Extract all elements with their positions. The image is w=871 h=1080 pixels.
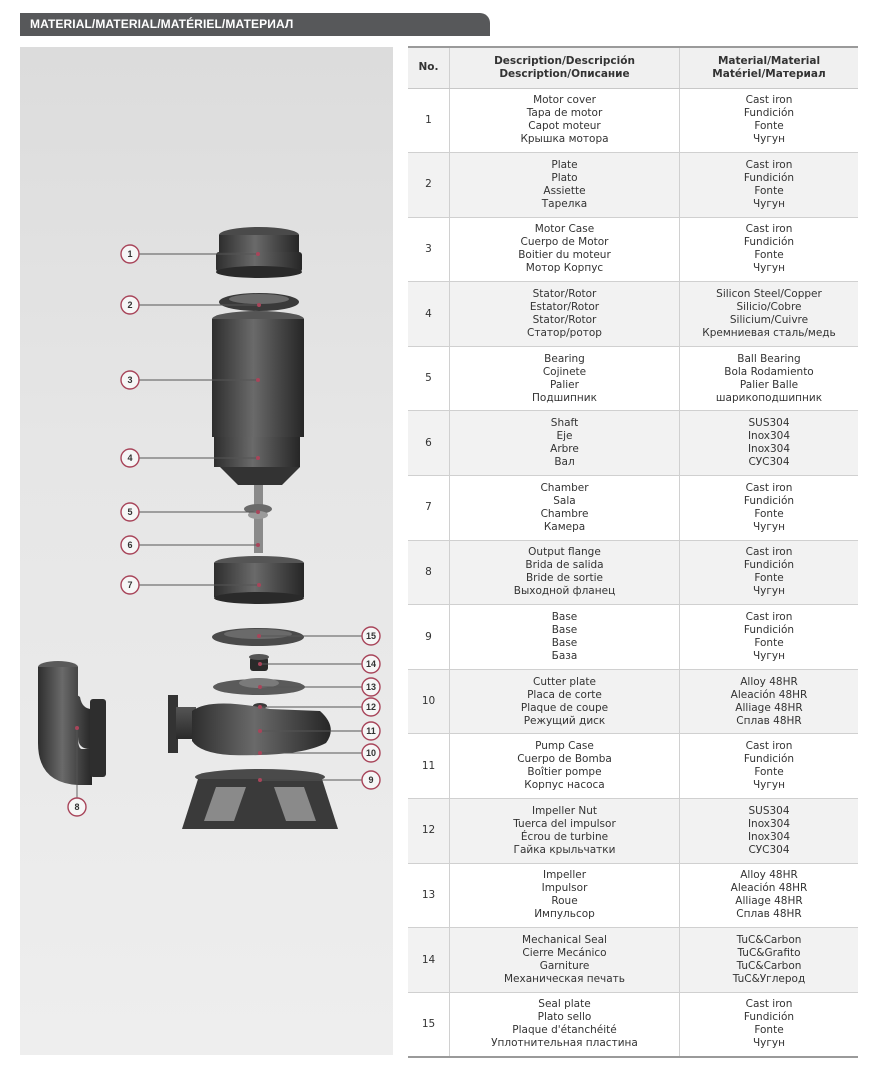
table-row xyxy=(408,217,858,282)
material-line: Silicio/Cobre xyxy=(736,301,802,314)
row-number: 5 xyxy=(408,346,450,411)
table-header-row xyxy=(408,47,858,88)
row-number: 1 xyxy=(408,88,450,153)
description-line: Тарелка xyxy=(541,197,588,210)
row-material xyxy=(680,605,859,670)
material-line: Alliage 48HR xyxy=(735,701,803,714)
description-line: Eje xyxy=(556,430,573,443)
row-description xyxy=(450,88,680,153)
description-line: Подшипник xyxy=(532,391,597,404)
section-header xyxy=(20,13,490,36)
description-line: Режущий диск xyxy=(523,714,606,727)
description-line: База xyxy=(551,650,578,663)
material-line: Fonte xyxy=(754,1024,784,1037)
row-number: 15 xyxy=(408,992,450,1057)
material-line: Fonte xyxy=(754,120,784,133)
material-line: Чугун xyxy=(752,650,785,663)
description-line: Уплотнительная пластина xyxy=(491,1037,638,1050)
description-line: Plaque d'étanchéité xyxy=(512,1024,617,1037)
description-line: Roue xyxy=(551,895,578,908)
description-line: Stator/Rotor xyxy=(532,288,597,301)
row-number: 14 xyxy=(408,928,450,993)
row-description xyxy=(450,669,680,734)
marker-10 xyxy=(362,744,380,762)
description-line: Seal plate xyxy=(538,998,591,1011)
material-line: Fonte xyxy=(754,766,784,779)
marker-4 xyxy=(121,449,139,467)
row-number: 2 xyxy=(408,153,450,218)
material-line: Fonte xyxy=(754,249,784,262)
description-line: Cierre Mecánico xyxy=(522,947,607,960)
marker-9 xyxy=(362,771,380,789)
table-row xyxy=(408,734,858,799)
svg-text:12: 12 xyxy=(365,702,377,712)
material-line: Fundición xyxy=(743,753,795,766)
description-line: Cuerpo de Motor xyxy=(520,236,609,249)
description-line: Base xyxy=(551,611,578,624)
table-row xyxy=(408,88,858,153)
description-line: Корпус насоса xyxy=(524,779,605,792)
material-line: Inox304 xyxy=(747,817,791,830)
marker-6 xyxy=(121,536,139,554)
svg-text:11: 11 xyxy=(366,726,376,736)
material-line: Fundición xyxy=(743,494,795,507)
description-line: Bride de sortie xyxy=(525,572,604,585)
row-number: 10 xyxy=(408,669,450,734)
header-no: No. xyxy=(408,47,450,88)
row-description xyxy=(450,476,680,541)
description-line: Мотор Корпус xyxy=(525,262,604,275)
material-line: Fonte xyxy=(754,507,784,520)
marker-13 xyxy=(362,678,380,696)
description-line: Механическая печать xyxy=(504,973,625,986)
material-line: Чугун xyxy=(752,197,785,210)
table-row xyxy=(408,411,858,476)
row-description xyxy=(450,217,680,282)
material-line: Silicon Steel/Copper xyxy=(716,288,822,301)
row-material xyxy=(680,88,859,153)
description-line: Plato sello xyxy=(537,1011,592,1024)
description-line: Chamber xyxy=(540,481,589,494)
material-line: СУС304 xyxy=(748,456,790,469)
description-line: Plaque de coupe xyxy=(520,701,609,714)
marker-14 xyxy=(362,655,380,673)
svg-text:8: 8 xyxy=(74,802,80,812)
svg-text:14: 14 xyxy=(365,659,377,669)
material-line: Чугун xyxy=(752,779,785,792)
row-material xyxy=(680,282,859,347)
row-number: 6 xyxy=(408,411,450,476)
row-material xyxy=(680,217,859,282)
material-line: Alliage 48HR xyxy=(735,895,803,908)
material-line: Palier Balle xyxy=(739,378,799,391)
material-line: Inox304 xyxy=(747,430,791,443)
row-number: 7 xyxy=(408,476,450,541)
marker-8 xyxy=(68,798,86,816)
row-number: 11 xyxy=(408,734,450,799)
description-line: Plato xyxy=(551,171,578,184)
marker-12 xyxy=(362,698,380,716)
material-line: Чугун xyxy=(752,262,785,275)
material-line: TuC&Углерод xyxy=(732,973,806,986)
material-line: Cast iron xyxy=(745,998,793,1011)
description-line: Palier xyxy=(550,378,579,391)
material-line: шарикоподшипник xyxy=(715,391,823,404)
material-line: Ball Bearing xyxy=(737,352,801,365)
description-line: Вал xyxy=(554,456,575,469)
svg-text:13: 13 xyxy=(365,682,377,692)
table-row xyxy=(408,863,858,928)
description-line: Motor Case xyxy=(534,223,595,236)
table-row xyxy=(408,540,858,605)
exploded-pump-diagram xyxy=(20,47,393,1055)
marker-1 xyxy=(121,245,139,263)
marker-7 xyxy=(121,576,139,594)
description-line: Chambre xyxy=(540,507,589,520)
row-description xyxy=(450,734,680,799)
description-line: Écrou de turbine xyxy=(520,830,609,843)
row-number: 9 xyxy=(408,605,450,670)
svg-text:7: 7 xyxy=(127,580,133,590)
description-line: Output flange xyxy=(528,546,601,559)
marker-2 xyxy=(121,296,139,314)
description-line: Motor cover xyxy=(533,94,596,107)
description-line: Bearing xyxy=(544,352,585,365)
table-row xyxy=(408,605,858,670)
row-material xyxy=(680,540,859,605)
description-line: Импульсор xyxy=(534,908,595,921)
row-number: 4 xyxy=(408,282,450,347)
description-line: Capot moteur xyxy=(528,120,601,133)
material-line: Fonte xyxy=(754,637,784,650)
material-line: Aleación 48HR xyxy=(730,688,808,701)
material-line: Cast iron xyxy=(745,481,793,494)
row-material xyxy=(680,799,859,864)
material-line: Cast iron xyxy=(745,611,793,624)
row-material xyxy=(680,476,859,541)
svg-text:15: 15 xyxy=(365,631,377,641)
material-line: Fonte xyxy=(754,184,784,197)
description-line: Камера xyxy=(543,520,586,533)
description-line: Mechanical Seal xyxy=(522,934,607,947)
table-row xyxy=(408,476,858,541)
description-line: Крышка мотора xyxy=(520,133,609,146)
material-line: Alloy 48HR xyxy=(740,869,798,882)
material-line: SUS304 xyxy=(748,804,790,817)
marker-11 xyxy=(362,722,380,740)
table-row xyxy=(408,282,858,347)
header-material: Material/Material Matériel/Материал xyxy=(680,47,859,88)
row-material xyxy=(680,928,859,993)
row-material xyxy=(680,669,859,734)
material-line: TuC&Carbon xyxy=(736,960,802,973)
material-line: Fundición xyxy=(743,624,795,637)
table-row xyxy=(408,992,858,1057)
svg-text:3: 3 xyxy=(127,375,133,385)
material-line: Fundición xyxy=(743,236,795,249)
row-material xyxy=(680,863,859,928)
description-line: Гайка крыльчатки xyxy=(513,843,616,856)
description-line: Brida de salida xyxy=(525,559,604,572)
description-line: Stator/Rotor xyxy=(532,314,597,327)
material-line: TuC&Grafito xyxy=(737,947,801,960)
description-line: Tuerca del impulsor xyxy=(513,817,616,830)
material-line: Aleación 48HR xyxy=(730,882,808,895)
material-line: Fundición xyxy=(743,171,795,184)
material-line: Чугун xyxy=(752,585,785,598)
material-line: Alloy 48HR xyxy=(740,675,798,688)
table-row xyxy=(408,799,858,864)
material-line: Inox304 xyxy=(747,830,791,843)
material-line: Чугун xyxy=(752,520,785,533)
description-line: Tapa de motor xyxy=(526,107,603,120)
marker-15 xyxy=(362,627,380,645)
description-line: Cutter plate xyxy=(533,675,596,688)
description-line: Shaft xyxy=(550,417,579,430)
description-line: Estator/Rotor xyxy=(529,301,600,314)
description-line: Выходной фланец xyxy=(513,585,616,598)
material-line: Cast iron xyxy=(745,223,793,236)
material-line: Сплав 48HR xyxy=(736,908,802,921)
marker-3 xyxy=(121,371,139,389)
material-line: Fonte xyxy=(754,572,784,585)
row-material xyxy=(680,153,859,218)
table-row xyxy=(408,669,858,734)
description-line: Placa de corte xyxy=(527,688,602,701)
description-line: Cojinete xyxy=(542,365,587,378)
material-line: Inox304 xyxy=(747,443,791,456)
row-material xyxy=(680,992,859,1057)
svg-text:2: 2 xyxy=(127,300,133,310)
material-line: Cast iron xyxy=(745,546,793,559)
row-description xyxy=(450,992,680,1057)
material-line: Cast iron xyxy=(745,158,793,171)
material-line: Cast iron xyxy=(745,94,793,107)
material-line: Silicium/Cuivre xyxy=(729,314,809,327)
description-line: Boîtier pompe xyxy=(527,766,602,779)
row-number: 13 xyxy=(408,863,450,928)
svg-text:10: 10 xyxy=(365,748,377,758)
description-line: Plate xyxy=(551,158,578,171)
description-line: Assiette xyxy=(543,184,586,197)
description-line: Arbre xyxy=(550,443,579,456)
material-line: Bola Rodamiento xyxy=(724,365,814,378)
part-markers xyxy=(20,47,393,1055)
svg-text:4: 4 xyxy=(127,453,133,463)
row-description xyxy=(450,799,680,864)
marker-5 xyxy=(121,503,139,521)
description-line: Garniture xyxy=(539,960,590,973)
material-line: SUS304 xyxy=(748,417,790,430)
row-description xyxy=(450,153,680,218)
section-title: MATERIAL/MATERIAL/MATÉRIEL/МАТЕРИАЛ xyxy=(30,17,294,31)
material-line: Cast iron xyxy=(745,740,793,753)
description-line: Sala xyxy=(553,494,576,507)
row-description xyxy=(450,863,680,928)
svg-text:1: 1 xyxy=(127,249,133,259)
row-description xyxy=(450,605,680,670)
row-number: 12 xyxy=(408,799,450,864)
table-row xyxy=(408,153,858,218)
row-description xyxy=(450,928,680,993)
row-description xyxy=(450,346,680,411)
description-line: Base xyxy=(551,637,578,650)
row-material xyxy=(680,411,859,476)
row-number: 8 xyxy=(408,540,450,605)
svg-text:5: 5 xyxy=(127,507,133,517)
row-description xyxy=(450,411,680,476)
svg-text:6: 6 xyxy=(127,540,133,550)
material-line: Кремниевая сталь/медь xyxy=(702,327,836,340)
description-line: Impulsor xyxy=(541,882,588,895)
row-material xyxy=(680,734,859,799)
description-line: Boitier du moteur xyxy=(518,249,611,262)
table-row xyxy=(408,928,858,993)
description-line: Статор/ротор xyxy=(527,327,602,340)
description-line: Impeller Nut xyxy=(531,804,598,817)
header-description: Description/Descripción Description/Описание xyxy=(450,47,680,88)
material-line: Чугун xyxy=(752,133,785,146)
table-body xyxy=(408,88,858,1057)
material-line: СУС304 xyxy=(748,843,790,856)
material-line: Fundición xyxy=(743,559,795,572)
svg-text:9: 9 xyxy=(368,775,374,785)
material-line: Сплав 48HR xyxy=(736,714,802,727)
row-number: 3 xyxy=(408,217,450,282)
row-material xyxy=(680,346,859,411)
material-line: Fundición xyxy=(743,1011,795,1024)
description-line: Pump Case xyxy=(535,740,594,753)
materials-table xyxy=(408,46,858,1058)
table-row xyxy=(408,346,858,411)
description-line: Base xyxy=(551,624,578,637)
material-line: Чугун xyxy=(752,1037,785,1050)
description-line: Cuerpo de Bomba xyxy=(517,753,612,766)
row-description xyxy=(450,282,680,347)
material-line: TuC&Carbon xyxy=(736,934,802,947)
row-description xyxy=(450,540,680,605)
material-line: Fundición xyxy=(743,107,795,120)
description-line: Impeller xyxy=(542,869,587,882)
